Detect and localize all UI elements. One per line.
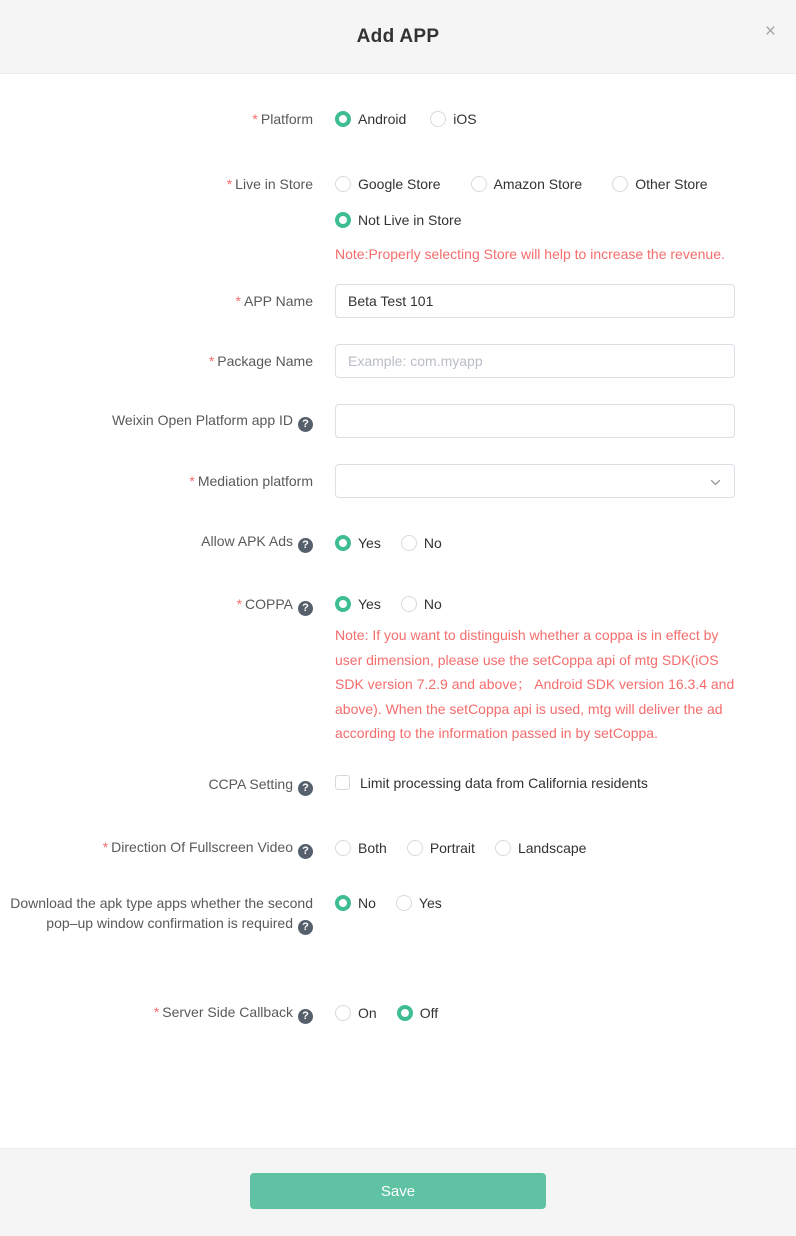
row-platform xyxy=(0,110,796,128)
radio-dot xyxy=(335,1005,351,1021)
radio-google-store[interactable]: Google Store xyxy=(335,176,441,192)
required-marker: * xyxy=(208,353,215,369)
required-marker: * xyxy=(236,596,243,612)
radio-callback-on[interactable]: On xyxy=(335,1005,377,1021)
help-icon[interactable]: ? xyxy=(298,781,313,796)
download-apk-label: Download the apk type apps whether the second pop–up window confirmation is required ? xyxy=(10,894,313,933)
radio-dot xyxy=(401,596,417,612)
radio-direction-landscape[interactable]: Landscape xyxy=(495,840,587,856)
required-marker: * xyxy=(235,293,241,309)
package-name-input[interactable] xyxy=(335,344,735,378)
help-icon[interactable]: ? xyxy=(298,538,313,553)
radio-not-live-in-store[interactable]: Not Live in Store xyxy=(335,212,462,228)
required-marker: * xyxy=(226,176,233,192)
radio-dot xyxy=(397,1005,413,1021)
radio-dot xyxy=(335,840,351,856)
weixin-app-id-label: Weixin Open Platform app ID ? xyxy=(0,411,313,432)
app-name-input[interactable] xyxy=(335,284,735,318)
server-callback-label: * Server Side Callback ? xyxy=(0,1003,313,1024)
store-radio-row-2 xyxy=(335,211,725,229)
radio-dot xyxy=(335,895,351,911)
add-app-form xyxy=(0,74,796,1148)
package-name-label: * Package Name xyxy=(208,353,313,369)
radio-coppa-yes[interactable]: Yes xyxy=(335,596,381,612)
radio-other-store[interactable]: Other Store xyxy=(612,176,707,192)
help-icon[interactable]: ? xyxy=(298,844,313,859)
radio-apk-ads-yes[interactable]: Yes xyxy=(335,535,381,551)
coppa-label: * COPPA ? xyxy=(0,595,313,616)
row-allow-apk-ads xyxy=(0,532,796,553)
dialog-header xyxy=(0,0,796,74)
row-live-in-store xyxy=(0,175,796,267)
app-name-label: * APP Name xyxy=(235,293,313,309)
live-in-store-label: * Live in Store xyxy=(226,176,313,192)
radio-dot xyxy=(401,535,417,551)
row-direction-fullscreen-video xyxy=(0,838,796,859)
row-server-side-callback xyxy=(0,1003,796,1024)
help-icon[interactable]: ? xyxy=(298,417,313,432)
save-button[interactable]: Save xyxy=(250,1173,546,1209)
direction-radio-group xyxy=(335,839,586,857)
checkbox-box xyxy=(335,775,350,790)
row-package-name xyxy=(0,344,796,378)
radio-dot xyxy=(495,840,511,856)
help-icon[interactable]: ? xyxy=(298,920,313,935)
radio-download-no[interactable]: No xyxy=(335,895,376,911)
required-marker: * xyxy=(252,111,258,127)
row-download-apk-confirmation xyxy=(0,893,796,935)
direction-label: * Direction Of Fullscreen Video ? xyxy=(0,838,313,859)
allow-apk-ads-radio-group xyxy=(335,534,442,552)
row-ccpa-setting xyxy=(0,775,796,796)
row-coppa xyxy=(0,595,796,746)
radio-download-yes[interactable]: Yes xyxy=(396,895,442,911)
radio-callback-off[interactable]: Off xyxy=(397,1005,438,1021)
mediation-platform-label: * Mediation platform xyxy=(189,473,313,489)
radio-android[interactable]: Android xyxy=(335,111,406,127)
row-weixin-app-id xyxy=(0,404,796,438)
chevron-down-icon xyxy=(709,476,722,489)
store-note: Note:Properly selecting Store will help to increase the revenue. xyxy=(335,246,725,262)
server-callback-radio-group xyxy=(335,1004,438,1022)
ccpa-setting-label: CCPA Setting ? xyxy=(0,775,313,796)
radio-dot xyxy=(335,535,351,551)
radio-ios[interactable]: iOS xyxy=(430,111,476,127)
help-icon[interactable]: ? xyxy=(298,1009,313,1024)
dialog-title: Add APP xyxy=(356,25,440,47)
close-icon[interactable]: × xyxy=(764,21,776,42)
radio-dot xyxy=(612,176,628,192)
radio-dot xyxy=(407,840,423,856)
required-marker: * xyxy=(102,838,109,855)
radio-amazon-store[interactable]: Amazon Store xyxy=(471,176,583,192)
radio-dot xyxy=(335,176,351,192)
weixin-app-id-input[interactable] xyxy=(335,404,735,438)
row-app-name xyxy=(0,284,796,318)
allow-apk-ads-label: Allow APK Ads ? xyxy=(0,532,313,553)
radio-dot xyxy=(335,212,351,228)
platform-radio-group xyxy=(335,110,477,128)
radio-dot xyxy=(430,111,446,127)
radio-dot xyxy=(335,596,351,612)
platform-label: * Platform xyxy=(252,111,313,127)
row-mediation-platform xyxy=(0,464,796,498)
radio-coppa-no[interactable]: No xyxy=(401,596,442,612)
mediation-platform-select[interactable] xyxy=(335,464,735,498)
radio-dot xyxy=(471,176,487,192)
download-apk-radio-group xyxy=(335,894,442,912)
ccpa-checkbox[interactable]: Limit processing data from California residents xyxy=(335,775,648,791)
radio-dot xyxy=(335,111,351,127)
dialog-footer xyxy=(0,1148,796,1236)
help-icon[interactable]: ? xyxy=(298,601,313,616)
coppa-group xyxy=(335,595,737,746)
coppa-radio-row xyxy=(335,595,737,613)
store-radio-row-1 xyxy=(335,175,725,193)
radio-dot xyxy=(396,895,412,911)
radio-apk-ads-no[interactable]: No xyxy=(401,535,442,551)
live-in-store-group xyxy=(335,175,725,267)
coppa-note: Note: If you want to distinguish whether a coppa is in effect by user dimension, please use the setCoppa api of mtg SDK(iOS SDK version 7.2.9 and above； Android SDK version 16.3.4 and above). When the setCoppa api is used, mtg will deliver the ad according to the information passed in by setCoppa. xyxy=(335,627,735,741)
radio-direction-portrait[interactable]: Portrait xyxy=(407,840,475,856)
required-marker: * xyxy=(189,473,195,489)
radio-direction-both[interactable]: Both xyxy=(335,840,387,856)
required-marker: * xyxy=(153,1003,160,1020)
